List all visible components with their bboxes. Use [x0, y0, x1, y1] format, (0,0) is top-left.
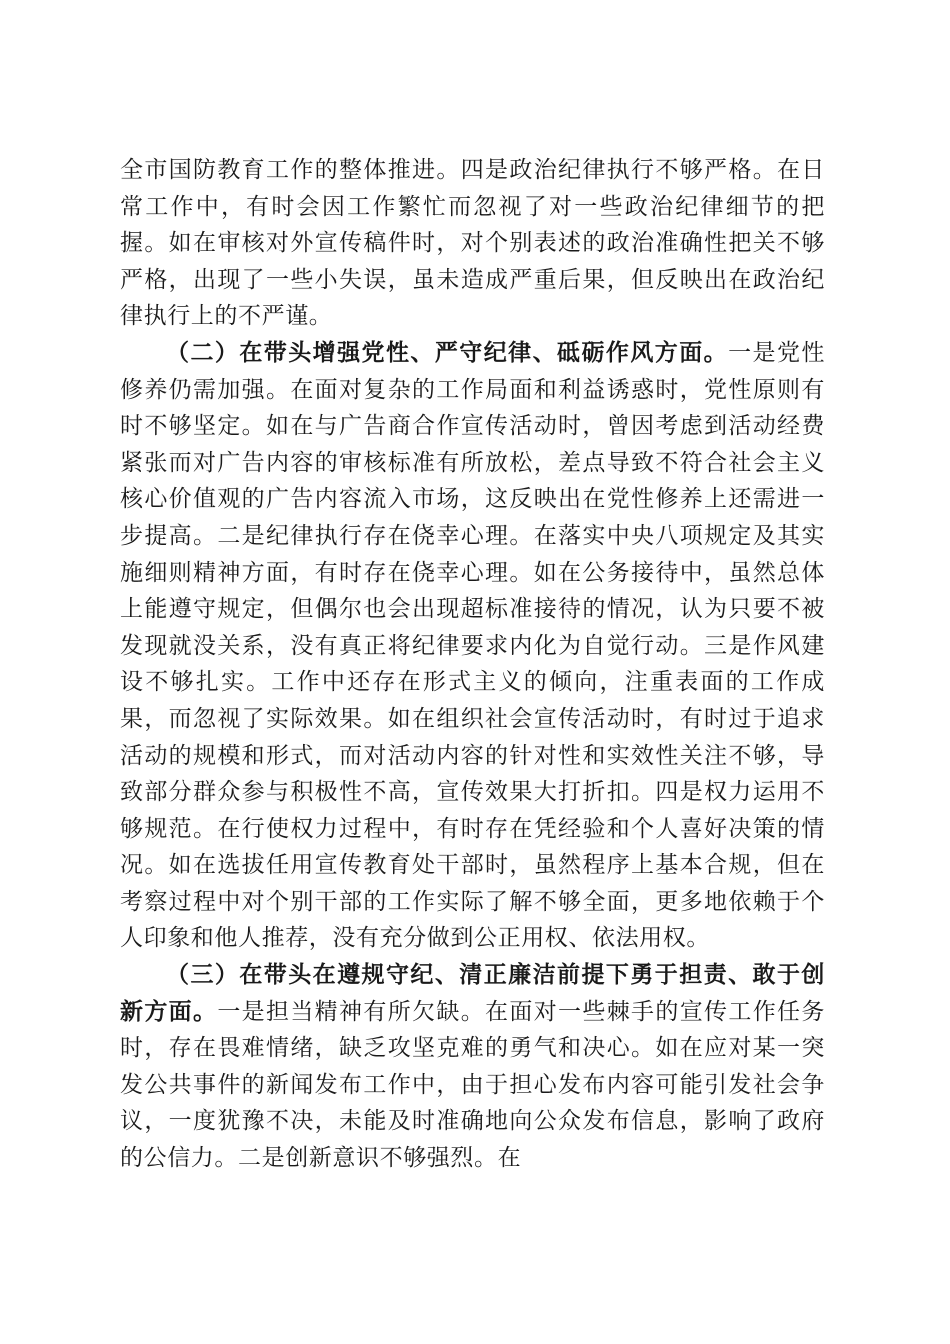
paragraph-text: 一是担当精神有所欠缺。在面对一些棘手的宣传工作任务时，存在畏难情绪，缺乏攻坚克难的勇气和决心。如在应对某一突发公共事件的新闻发布工作中，由于担心发布内容可能引发社会争议，一度犹豫不决，未能及时准确地向公众发布信息，影响了政府的公信力。二是创新意识不够强烈。在 [120, 998, 825, 1172]
document-body [120, 152, 825, 1177]
paragraph-text: 一是党性修养仍需加强。在面对复杂的工作局面和利益诱惑时，党性原则有时不够坚定。如在与广告商合作宣传活动时，曾因考虑到活动经费紧张而对广告内容的审核标准有所放松，差点导致不符合社会主义核心价值观的广告内容流入市场，这反映出在党性修养上还需进一步提高。二是纪律执行存在侥幸心理。在落实中央八项规定及其实施细则精神方面，有时存在侥幸心理。如在公务接待中，虽然总体上能遵守规定，但偶尔也会出现超标准接待的情况，认为只要不被发现就没关系，没有真正将纪律要求内化为自觉行动。三是作风建设不够扎实。工作中还存在形式主义的倾向，注重表面的工作成果，而忽视了实际效果。如在组织社会宣传活动时，有时过于追求活动的规模和形式，而对活动内容的针对性和实效性关注不够，导致部分群众参与积极性不高，宣传效果大打折扣。四是权力运用不够规范。在行使权力过程中，有时存在凭经验和个人喜好决策的情况。如在选拔任用宣传教育处干部时，虽然程序上基本合规，但在考察过程中对个别干部的工作实际了解不够全面，更多地依赖于个人印象和他人推荐，没有充分做到公正用权、依法用权。 [120, 339, 825, 952]
paragraph-text: 全市国防教育工作的整体推进。四是政治纪律执行不够严格。在日常工作中，有时会因工作繁忙而忽视了对一些政治纪律细节的把握。如在审核对外宣传稿件时，对个别表述的政治准确性把关不够严格，出现了一些小失误，虽未造成严重后果，但反映出在政治纪律执行上的不严谨。 [120, 157, 825, 330]
section-heading-2: （二）在带头增强党性、严守纪律、砥砺作风方面。 [166, 338, 729, 366]
paragraph-continuation [120, 152, 825, 335]
section-heading-3: （三）在带头在遵规守纪、清正廉洁前提下勇于担责、敢于创新方面。 [120, 961, 825, 1025]
paragraph-section-3 [120, 957, 825, 1177]
paragraph-section-2 [120, 335, 825, 957]
